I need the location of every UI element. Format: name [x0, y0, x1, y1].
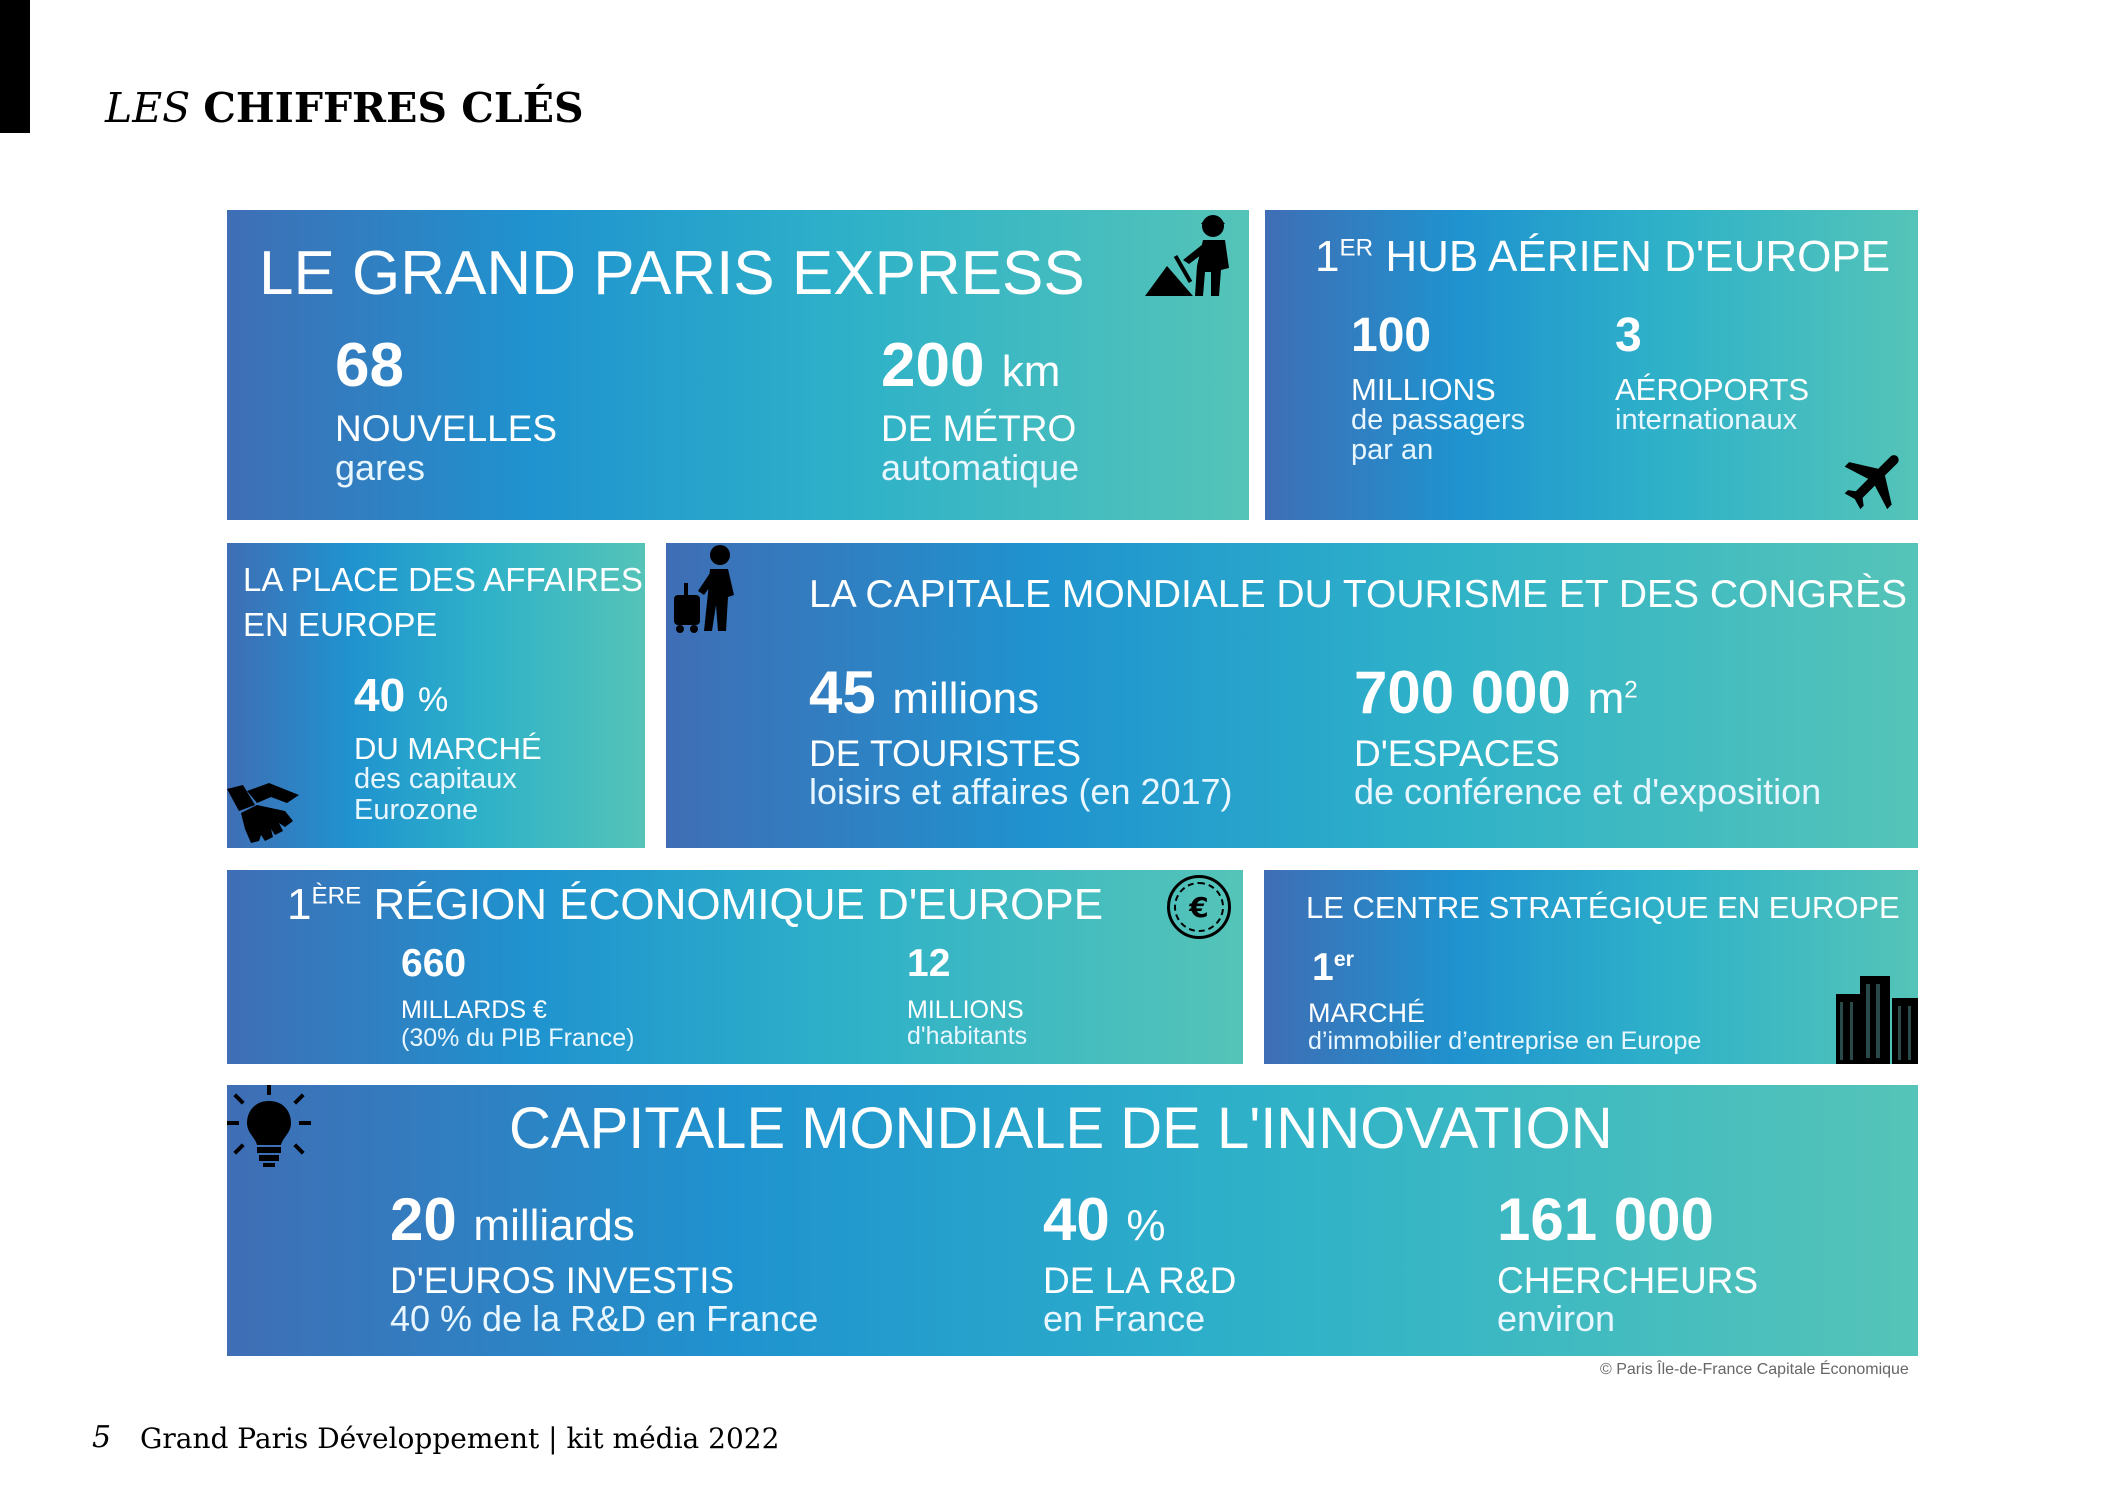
stat-km: 200 km — [881, 331, 1061, 400]
stat-pib: 660 — [401, 942, 467, 985]
stat-passagers-sub2: par an — [1351, 434, 1434, 466]
euro-coin-icon — [1167, 875, 1231, 939]
page-title: LES CHIFFRES CLÉS — [105, 84, 584, 132]
stat-habitants: 12 — [907, 942, 951, 985]
stat-passagers: 100 — [1351, 309, 1432, 362]
stat-marche-sub2: Eurozone — [354, 794, 479, 826]
sidebar-mark — [0, 0, 30, 133]
panel-place-affaires — [227, 543, 645, 848]
stat-espaces-sub: de conférence et d'exposition — [1354, 771, 1822, 812]
lightbulb-icon — [227, 1085, 311, 1169]
panel-title: LA CAPITALE MONDIALE DU TOURISME ET DES CONGRÈS — [809, 573, 1908, 616]
handshake-icon — [227, 781, 303, 845]
stat-pib-label: MILLARDS € — [401, 996, 547, 1024]
stat-espaces-label: D'ESPACES — [1354, 733, 1560, 774]
airplane-icon — [1838, 442, 1914, 518]
panel-title-line1: LA PLACE DES AFFAIRES — [243, 561, 643, 598]
stat-immobilier-label: MARCHÉ — [1308, 998, 1426, 1028]
stat-rd: 40 % — [1043, 1186, 1166, 1253]
stat-immobilier-sub: d’immobilier d’entreprise en Europe — [1308, 1027, 1702, 1055]
construction-worker-icon — [1145, 210, 1240, 300]
stat-chercheurs: 161 000 — [1497, 1186, 1714, 1253]
panel-title: CAPITALE MONDIALE DE L'INNOVATION — [509, 1096, 1613, 1161]
panel-title: LE CENTRE STRATÉGIQUE EN EUROPE — [1306, 890, 1900, 925]
stat-habitants-sub: d'habitants — [907, 1022, 1028, 1050]
stat-aeroports: 3 — [1615, 309, 1642, 362]
stat-espaces: 700 000 $m^2$ — [1354, 659, 1638, 726]
stat-immobilier: 1er — [1312, 946, 1354, 989]
stat-km-label: DE MÉTRO — [881, 408, 1077, 449]
panel-region-economique — [227, 870, 1243, 1064]
stat-aeroports-sub: internationaux — [1615, 404, 1798, 436]
stat-touristes: 45 millions — [809, 659, 1040, 726]
stat-pib-sub: (30% du PIB France) — [401, 1024, 635, 1052]
panel-title: 1ER HUB AÉRIEN D'EUROPE — [1315, 232, 1891, 281]
stat-touristes-label: DE TOURISTES — [809, 733, 1082, 774]
stat-passagers-sub1: de passagers — [1351, 404, 1526, 436]
stat-rd-label: DE LA R&D — [1043, 1260, 1237, 1301]
stat-gares-label: NOUVELLES — [335, 408, 558, 449]
panel-hub-aerien — [1265, 210, 1918, 520]
stat-gares-sub: gares — [335, 447, 426, 488]
copyright-credit: © Paris Île-de-France Capitale Économique — [1600, 1361, 1909, 1378]
panel-tourisme — [666, 543, 1918, 848]
stat-gares: 68 — [335, 331, 404, 400]
buildings-icon — [1836, 976, 1918, 1064]
panel-centre-strategique — [1264, 870, 1918, 1064]
stat-km-sub: automatique — [881, 447, 1080, 488]
stat-marche-label: DU MARCHÉ — [354, 731, 542, 766]
page-number: 5 — [92, 1420, 112, 1455]
panel-title: LE GRAND PARIS EXPRESS — [259, 239, 1085, 308]
stat-rd-sub: en France — [1043, 1298, 1206, 1339]
stat-investis: 20 milliards — [390, 1186, 635, 1253]
panel-grand-paris-express — [227, 210, 1249, 520]
stat-chercheurs-label: CHERCHEURS — [1497, 1260, 1759, 1301]
stat-habitants-label: MILLIONS — [907, 996, 1024, 1024]
stat-touristes-sub: loisirs et affaires (en 2017) — [809, 771, 1233, 812]
stat-investis-sub: 40 % de la R&D en France — [390, 1298, 819, 1339]
stat-chercheurs-sub: environ — [1497, 1298, 1616, 1339]
stat-passagers-label: MILLIONS — [1351, 372, 1496, 407]
euro-glyph: € — [1174, 882, 1224, 932]
stat-marche-sub1: des capitaux — [354, 763, 517, 795]
stat-investis-label: D'EUROS INVESTIS — [390, 1260, 735, 1301]
stat-marche: 40 % — [354, 669, 449, 721]
stat-aeroports-label: AÉROPORTS — [1615, 372, 1810, 407]
traveler-icon — [668, 543, 748, 633]
panel-title: 1ÈRE RÉGION ÉCONOMIQUE D'EUROPE — [287, 880, 1104, 929]
footer-text: Grand Paris Développement | kit média 2022 — [140, 1422, 780, 1455]
panel-innovation — [227, 1085, 1918, 1356]
panel-title-line2: EN EUROPE — [243, 606, 438, 643]
